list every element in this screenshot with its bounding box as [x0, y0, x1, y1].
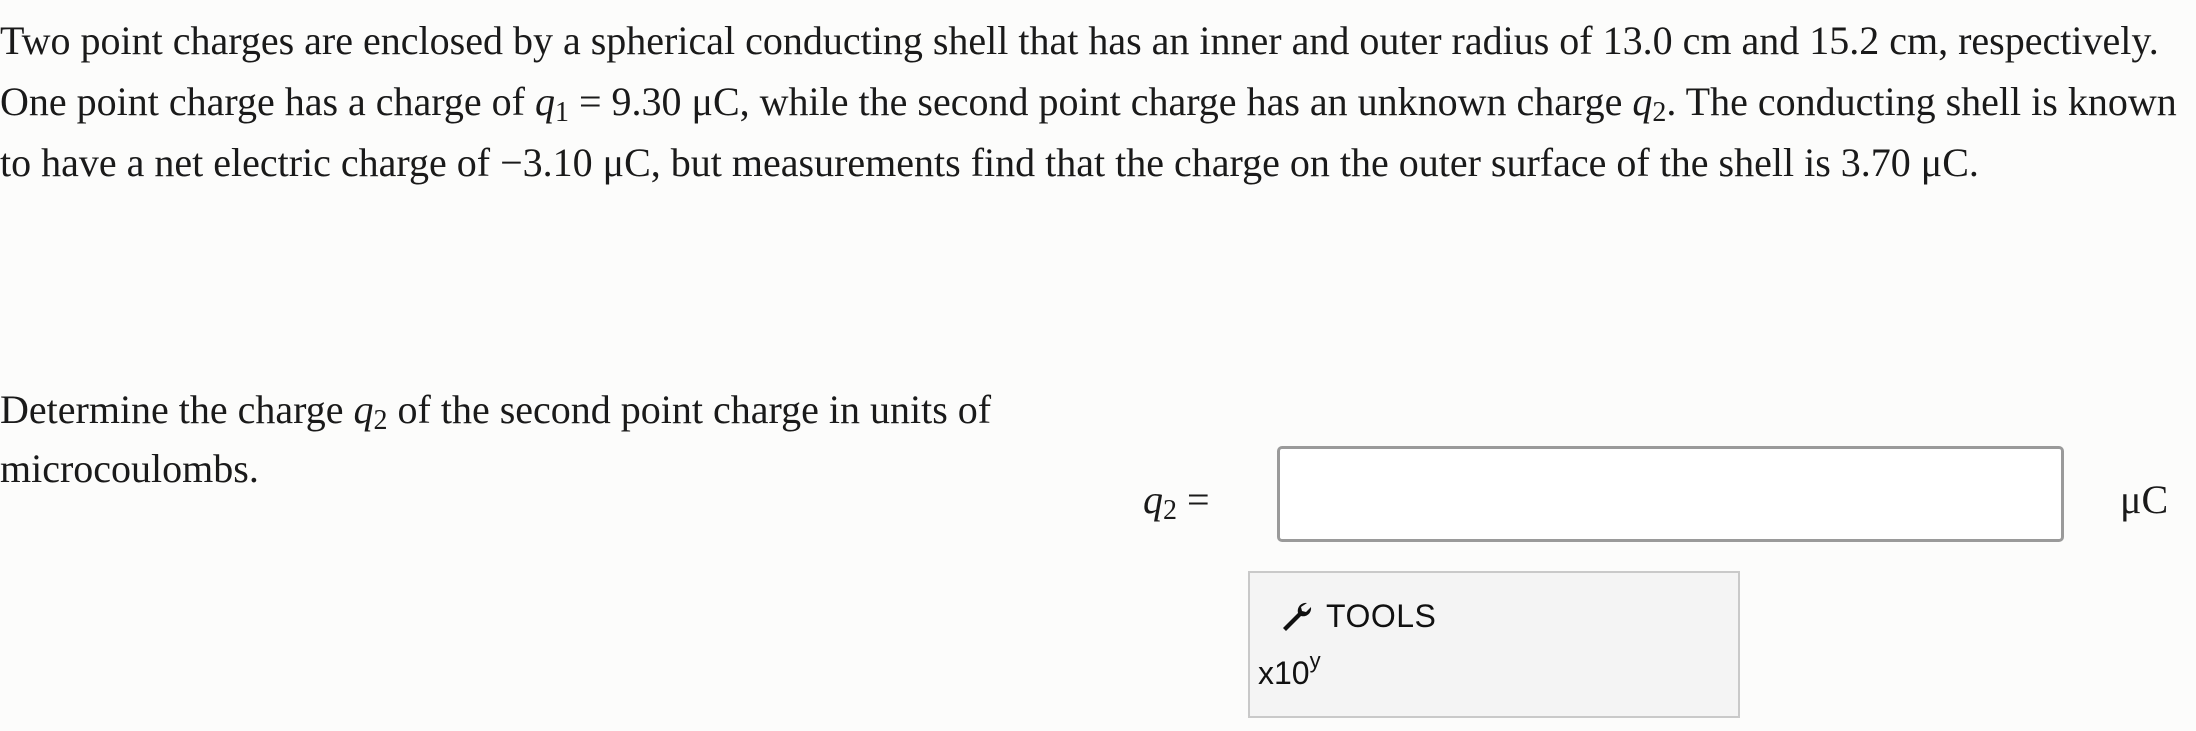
- question-prompt: [0, 380, 1080, 498]
- q2-symbol: $q_2$: [1632, 79, 1667, 128]
- answer-subscript: 2: [1163, 495, 1177, 526]
- question-text-part1: Determine the charge: [0, 387, 354, 432]
- answer-equals: =: [1177, 477, 1210, 522]
- answer-label: [1143, 470, 1210, 530]
- problem-text-part2: = 9.30 μC, while the second point charge has an unknown charge: [568, 79, 1633, 124]
- unit-label: μC: [2120, 477, 2169, 522]
- tools-panel: [1248, 571, 1740, 718]
- x10-exponent-button[interactable]: [1258, 648, 1321, 692]
- q1-subscript: 1: [554, 97, 569, 128]
- problem-text-part3: . The conducting shell is known to have a net electric charge of −3.10 μC, but measurements find that the charge on the outer surface of the shell is 3.70 μC.: [0, 79, 2177, 185]
- question-q2-subscript: 2: [373, 405, 388, 436]
- question-q2-symbol: $q_2$: [353, 387, 388, 436]
- answer-symbol: $q_2$: [1143, 477, 1177, 526]
- answer-input[interactable]: [1277, 446, 2064, 542]
- x10-base: x10: [1258, 655, 1310, 691]
- q1-symbol: $q_1$: [534, 79, 569, 128]
- wrench-icon: [1280, 600, 1314, 634]
- tools-toggle-button[interactable]: [1280, 598, 1436, 635]
- q2-subscript: 2: [1652, 97, 1667, 128]
- question-text-part2: of the second point charge in units of microcoulombs.: [0, 387, 992, 491]
- problem-statement: [0, 10, 2180, 193]
- tools-label: TOOLS: [1326, 598, 1437, 634]
- x10-exponent: y: [1309, 648, 1321, 673]
- problem-text-part1: Two point charges are enclosed by a spherical conducting shell that has an inner and outer radius of 13.0 cm and 15.2 cm, respectively. One point charge has a charge of: [0, 18, 2159, 124]
